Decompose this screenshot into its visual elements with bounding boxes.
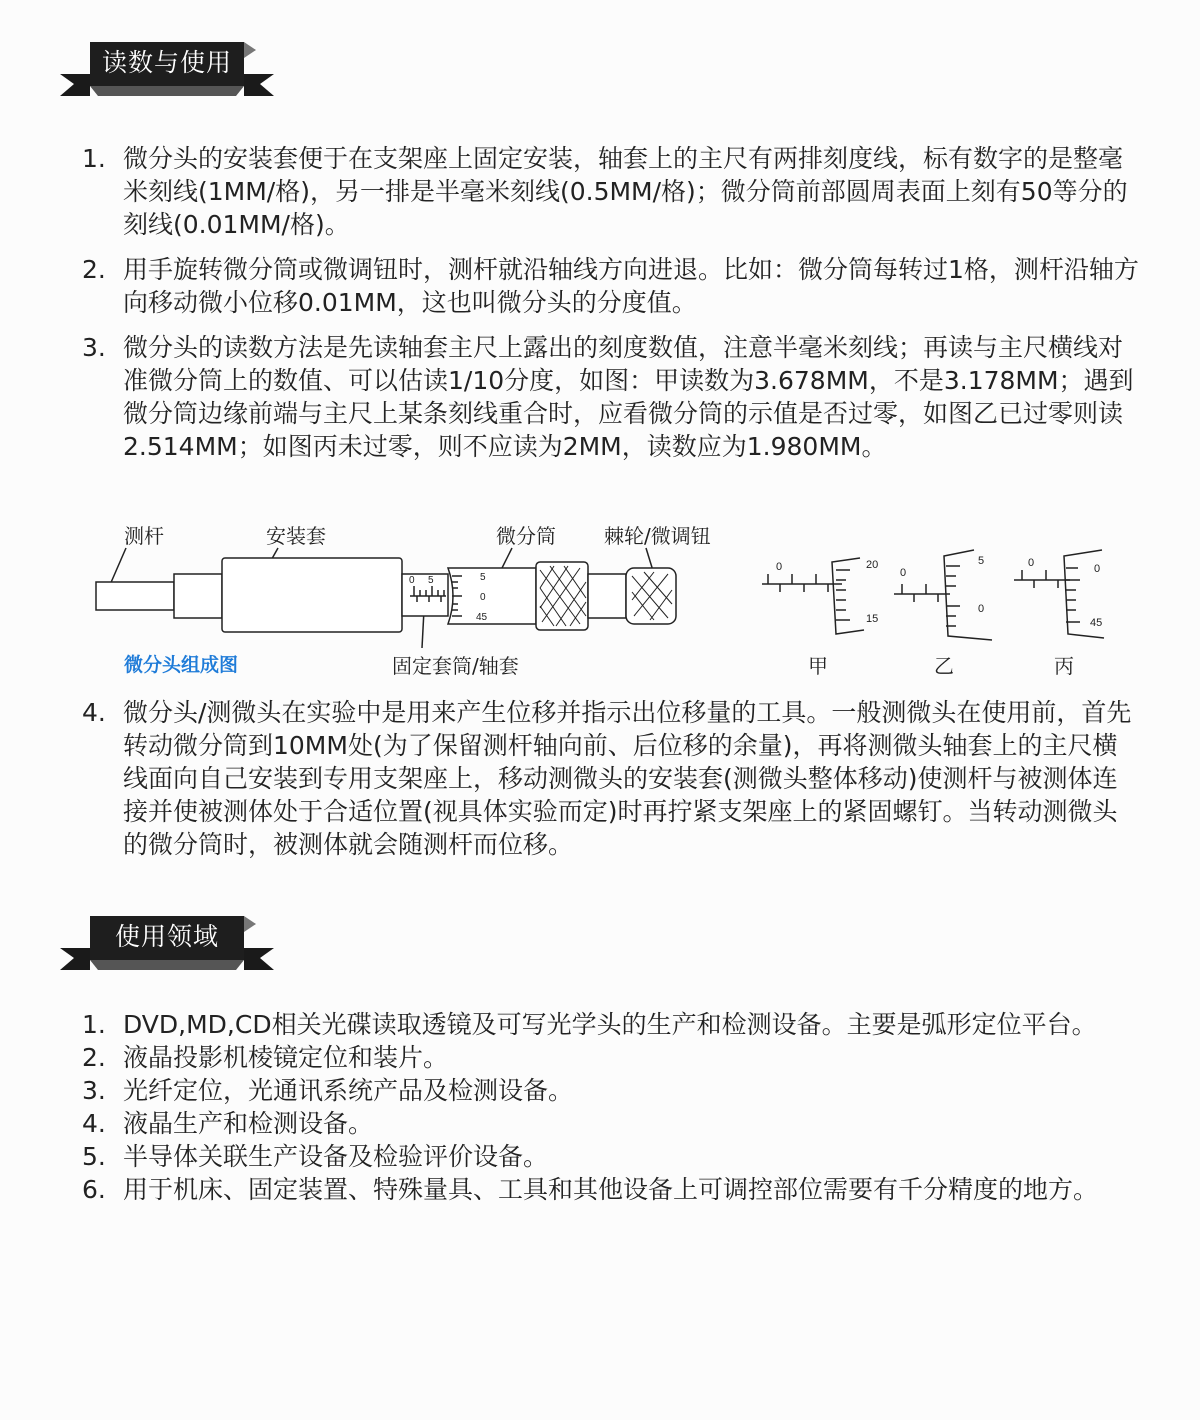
reading-usage-list-continued bbox=[0, 696, 1200, 873]
item-number: 2. bbox=[82, 255, 106, 284]
section-title: 使用领域 bbox=[114, 922, 219, 951]
label-mount-sleeve: 安装套 bbox=[266, 524, 326, 548]
item-text: 半导体关联生产设备及检验评价设备。 bbox=[123, 1142, 549, 1171]
item-text: 微分头的读数方法是先读轴套主尺上露出的刻度数值，注意半毫米刻线；再读与主尺横线对准微分筒上的数值、可以估读1/10分度，如图：甲读数为3.678MM，不是3.178MM；遇到微分筒边缘前端与主尺上某条刻线重合时，应看微分筒的示值是否过零，如图乙已过零则读2.514MM；如图丙未过零，则不应读为2MM，读数应为1.980MM。 bbox=[123, 333, 1134, 461]
item-text: 液晶生产和检测设备。 bbox=[123, 1109, 374, 1138]
mount-sleeve-body bbox=[222, 558, 402, 632]
list-item bbox=[0, 142, 1200, 241]
list-item bbox=[0, 1074, 1158, 1107]
applications-list bbox=[0, 1008, 1158, 1206]
micrometer-drawing bbox=[80, 510, 1140, 690]
micrometer-head-figure bbox=[80, 510, 1140, 690]
item-number: 1. bbox=[82, 144, 106, 173]
thimble-top-number: 5 bbox=[480, 572, 486, 583]
body-scale-five: 5 bbox=[428, 575, 434, 586]
item-number: 4. bbox=[82, 1109, 106, 1138]
label-yi: 乙 bbox=[934, 654, 954, 678]
item-number: 1. bbox=[82, 1010, 106, 1039]
section-banner-reading bbox=[60, 40, 274, 96]
jia-bottom-number: 15 bbox=[866, 613, 879, 625]
list-item bbox=[0, 1140, 1158, 1173]
thimble-bottom-number: 45 bbox=[476, 612, 488, 623]
item-text: 液晶投影机棱镜定位和装片。 bbox=[123, 1043, 449, 1072]
spindle-collar bbox=[174, 574, 222, 618]
list-item bbox=[0, 253, 1200, 319]
list-item bbox=[0, 696, 1200, 861]
item-number: 3. bbox=[82, 333, 106, 362]
label-bing: 丙 bbox=[1054, 654, 1074, 678]
label-fixed-sleeve: 固定套筒/轴套 bbox=[392, 654, 519, 678]
item-text: 微分头/测微头在实验中是用来产生位移并指示出位移量的工具。一般测微头在使用前，首先转动微分筒到10MM处(为了保留测杆轴向前、后位移的余量)，再将测微头轴套上的主尺横线面向自己安装到专用支架座上，移动测微头的安装套(测微头整体移动)使测杆与被测体连接并使被测体处于合适位置(视具体实验而定)时再拧紧支架座上的紧固螺钉。当转动测微头的微分筒时，被测体就会随测杆而位移。 bbox=[123, 698, 1132, 859]
jia-main-zero: 0 bbox=[776, 561, 783, 573]
list-item bbox=[0, 1041, 1158, 1074]
item-number: 4. bbox=[82, 698, 106, 727]
ratchet-neck bbox=[588, 574, 626, 618]
list-item bbox=[0, 1173, 1158, 1206]
bing-bottom-number: 45 bbox=[1090, 617, 1103, 629]
item-text: 微分头的安装套便于在支架座上固定安装，轴套上的主尺有两排刻度线，标有数字的是整毫米刻线(1MM/格)，另一排是半毫米刻线(0.5MM/格)；微分筒前部圆周表面上刻有50等分的刻线(0.01MM/格)。 bbox=[123, 144, 1128, 239]
bing-top-number: 0 bbox=[1094, 563, 1101, 575]
section-banner-applications bbox=[60, 914, 274, 970]
yi-top-number: 5 bbox=[978, 555, 985, 567]
jia-top-number: 20 bbox=[866, 559, 879, 571]
section-title: 读数与使用 bbox=[101, 48, 232, 77]
thimble-mid-number: 0 bbox=[480, 592, 486, 603]
item-number: 6. bbox=[82, 1175, 106, 1204]
label-thimble: 微分筒 bbox=[496, 524, 556, 548]
yi-mid-number: 0 bbox=[978, 603, 985, 615]
label-ratchet: 棘轮/微调钮 bbox=[604, 524, 711, 548]
figure-caption: 微分头组成图 bbox=[124, 654, 239, 676]
item-number: 5. bbox=[82, 1142, 106, 1171]
list-item bbox=[0, 1107, 1158, 1140]
reading-usage-list bbox=[0, 142, 1200, 475]
bing-main-zero: 0 bbox=[1028, 557, 1035, 569]
item-number: 3. bbox=[82, 1076, 106, 1105]
item-text: 用手旋转微分筒或微调钮时，测杆就沿轴线方向进退。比如：微分筒每转过1格，测杆沿轴方向移动微小位移0.01MM，这也叫微分头的分度值。 bbox=[123, 255, 1139, 317]
list-item bbox=[0, 331, 1200, 463]
item-text: DVD,MD,CD相关光碟读取透镜及可写光学头的生产和检测设备。主要是弧形定位平台。 bbox=[123, 1010, 1097, 1039]
item-text: 光纤定位，光通讯系统产品及检测设备。 bbox=[123, 1076, 574, 1105]
item-number: 2. bbox=[82, 1043, 106, 1072]
label-spindle: 测杆 bbox=[124, 524, 164, 548]
spindle-rod bbox=[96, 582, 174, 610]
item-text: 用于机床、固定装置、特殊量具、工具和其他设备上可调控部位需要有千分精度的地方。 bbox=[123, 1175, 1099, 1204]
yi-main-zero: 0 bbox=[900, 567, 907, 579]
body-scale-zero: 0 bbox=[409, 575, 415, 586]
label-jia: 甲 bbox=[808, 654, 828, 678]
list-item bbox=[0, 1008, 1158, 1041]
